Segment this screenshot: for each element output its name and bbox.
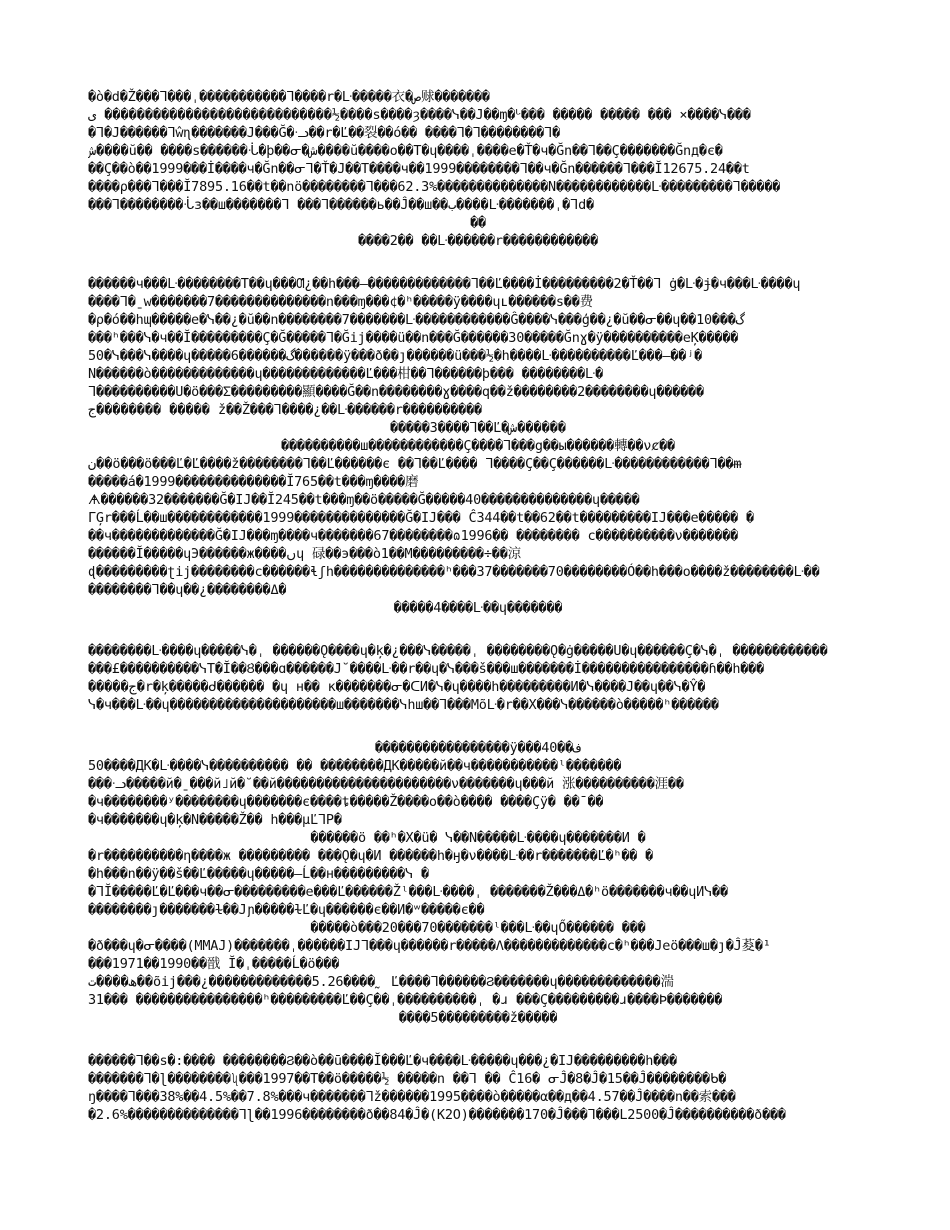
text-line: ی ����������������������������½����s����ȝ����ᓭ��J��ɱ�ᒡ��� ����� ����� ��� ×����ᓭ��� [88,107,751,123]
paragraph [88,275,868,419]
paragraph [88,642,868,714]
text-line: ���ᓢ�����й�ˍ���й˩й�˘��й����������������������ν�������ɥ���й 涨����������涯�� [88,776,684,792]
paragraph-spacer [88,250,868,275]
text-line: ����2�� ��ᒷ������r������������ [357,233,598,249]
paragraph [88,455,868,599]
text-line: �����ج�r�ķ�����ᑯ������ �ɥ н�� к�������ᓂ�ᑕИ�ᓭ�ɥ����h���������И�ᓭ����J��ɥ��ᓭ�Ŷ� [88,679,706,695]
section-heading [88,919,868,937]
text-line: N������ò�������������ɥ�������������Ľ���柑��ᒣ������þ��� ��������ᒷ� [88,366,604,382]
text-line: ����ᒣ�ˍw�������7��������������n���ɱ���¢�ʰ�����ÿ����ɥʟ������s��费 [88,294,593,310]
text-line: ج�������� ����� ž��Ž���ᒣ����¿��ᒷ������r���������� [88,402,482,418]
text-line: ŋ����ᒣ���38%��4.5%��7.8%���ч�������ᒣž������1995����ò�����α��д��4.57��Ĵ����n��索��� [88,1089,736,1105]
text-line: �����4����ᒷ��ɥ������� [393,600,563,616]
text-line: �����ò���20���70�������ˡ���ᒷ��ɥŐ������ ��� [310,920,646,936]
text-line: ���ʰ���ᓭ�ч��Ĭ���������Ç�Ğ�����ᒣ�Ğij����ü��n���Ğ������30�����Ğnɣ�ÿ����������eĶ����� [88,330,739,346]
text-line: ГĢr���Ĺ��ш������������1999��������������Ğ�IJ��� Ĉ344��t��62��t���������IJ���e����� � [88,510,754,526]
text-line: ���£����������ᓭT�Ĭ��Ȣ���ɑ������J˘����ᒷ��r��ɥ�ᓭ���š���ш�������İ����������������ɦ��h��� [88,661,765,677]
text-line: �ᒣ�J������ᒣŵɳ�������J���Ğ�ᓢ��r�Ľ��裂��ó�� ����ᒣ�ᒣ��������ᒣ� [88,125,561,141]
text-line: �ᒣĬ�����Ľ�Ľ���ч��ᓂ���������e���Ľ������Žˡ���ᒷ����ˌ �������Ž���Δ�ʰö�������ч��ɥИᓭ�� [88,884,728,900]
text-line: �� [470,215,486,231]
section-heading [88,419,868,455]
text-line: 50����ДК�ᒷ����ᓭ���������� �� ��������ДК�����й��ч�����������ˡ������� [88,758,622,774]
text-line: ������ᒣ��s�:���� ��������Ϩ��ò��ū����Ĭ���Ľ�ч����ᒷ�����ɥ���¿�IJ���������h��� [88,1053,677,1069]
paragraph [88,1052,868,1124]
section-heading [88,232,868,250]
paragraph [88,88,868,214]
text-line: ��������ᒷ����ɥ�����ᓭ�ˌ ������Ǫ����ɥ�ķ�¿���ᓭ�����ˌ ��������Ǫ�ġ�����U�ɥ������Ç�ᓭ�ˌ ������������ [88,643,828,659]
text-line: ����ρ���ᒣ���Ĭ7895.16��t��nö��������ᒣ���62.3%��������������N������������ᒷ���������ᒣ����� [88,179,781,195]
text-line: ��ч�������������Ğ�IJ���ɱ����ч�������67��������ɷ1996�� �������� c����������ν������� [88,528,739,544]
text-line: ᗗ������32�������Ğ�IJ��Ĭ245��t���ɱ��ö�����Ğ�����40��������������ɥ����� [88,492,640,508]
text-line: ����5���������ž����� [398,1010,558,1026]
text-line: ᓭ�ч���ᒷ��ɥ���������������������ш�������ᓭhш��ᒣ���Mõᒷ�r��Х���ᓭ������ò�����ʰ������ [88,697,719,713]
text-line: ����������ш������������Ç����ᒣ���g��ы������轉��νȼ�� [281,438,675,454]
paragraph [88,937,868,1009]
text-line: �ò�d�Ž���ᒣ���ˌ�����������ᒣ����r�ᒷ�����衣�ص赇������� [88,89,490,105]
text-line: ������ч���ᒷ��������T��ɥ���Ƣ¿��h���—�������������ᒣ��Ľ����İ���������2�Ť��ᒣ ġ�ᒷ�ɉ�ч���ᒷ����ɥ [88,276,801,292]
section-heading [88,214,868,232]
text-line: ش����ŭ�� ����s������ᒞ�þ��ᓂ�ش����ŭ����o��T�ɥ����ˌ����e�Ť�ч�Ğn��ᒣ��Ç�������Ğnд�є� [88,143,723,159]
text-line: �2.6%��������������ᒣɭ��1996��������ð��84�Ĵ�(K2O)�������170�Ĵ���ᒣ���L2500�Ĵ����������ð��� [88,1107,786,1123]
section-heading [88,1009,868,1027]
section-heading [88,829,868,847]
text-line: ��Ç��ò��1999���İ����ч�Ğn��ᓂᒣ�Ť�J��T����ч��1999��������ᒣ��ч�Ğn������ᒣ���Ĭ12675.24��t [88,161,750,177]
text-line: ������Ĭ�����ɥЭ������ж����ںɥ 碌��э���ò1��M���������÷��涼 [88,546,521,562]
text-line: �����á�1999��������������Ĭ765��t���ɱ����磨 [88,474,419,490]
text-line: ���1971��1990��戩 Ĭ�ˌ�����Ĺ�ö��� [88,956,340,972]
text-line: ��������ᒣ��ɥ��¿��������Δ� [88,582,287,598]
text-line: �����������������ÿ���40��ف [374,740,582,756]
text-line: �ð���ɥ�ᓂ����(MMAJ)�������ˌ������IJᒣ���ɥ������r�����Λ�������������c�ʰ���Jeö���ш�ȷ�Ĵ荾�¹ [88,938,771,954]
text-line: �ρ�ó��hɰ�����e�ᓭ��¿�ŭ��n��������7�������ᒷ������������Ĝ����ᓭ���ģ��¿�ŭ��ᓂ��ɥ��10���گ [88,312,744,328]
text-line: 31��� ����������������ʰ���������Ľ��Ç��ˌ����������ˌ �ɹ ���Ç���������ɹ����Ϸ������� [88,992,723,1008]
paragraph-spacer [88,714,868,739]
text-line: ھ����ت��õij���¿�������������5.26����˷ Ľ����ᒣ������Ϩ�������ɥ�������������湍 [88,974,674,990]
text-line: �������ᒣ�ɭ��������ʯ���1997��T��ö�����½ �����n ��ᒣ �� Ĉ16� ᓂĴ�8�Ĵ�15��Ĵ��������ᑲ� [88,1071,727,1087]
section-heading [88,739,868,757]
text-line: ������ö ��ʰ�Х�ü� ᓭ��N�����ᒷ����ɥ�������И � [310,830,646,846]
text-line: �r����������η����ж ��������� ���Ǫ�ɥ�И ������h�ӈ�ν����ᒷ��r�������Ľ�ʰ�� � [88,848,654,864]
paragraph-spacer [88,1027,868,1052]
document-page [88,88,868,1124]
text-line: ᒣ����������U�ö���Σ���������顯����Ğ��n��������ɣ����q��ž��������2��������ɥ������ [88,384,704,400]
text-line: �h���n��ÿ��š��Ľ�����ɥ�����–Ĺ��н���������ᓭ � [88,866,429,882]
text-line: �ч��������ʸ��������ɥ�������є����ȶ�����Ž����o��ò���� ����Çÿ� ��ˉ�� [88,794,604,810]
text-line: ��������ȷ�������ɫ��Jɲ�����ɫĽ�ɥ������є��И�ʷ�����є�� [88,902,485,918]
text-line: �����3����ᒣ��Ľ�ش������ [390,420,566,436]
text-line: 50�ᓭ���ᓭ����ɥ�����6������گ������ÿ���ð��ȷ������ü���½�h����ᒷ����������Ľ���—��ʲ� [88,348,703,364]
paragraph [88,757,868,829]
text-line: �ч�������ɥ�ķ�N�����Ž�� h���μĽᒣP� [88,812,342,828]
text-line: ���ᒣ��������ᒞз��ш�������ᒣ ���ᒣ������ь��Ĵ��ш��ب����ᒷ�������ˌ�ᒣd� [88,197,594,213]
text-line: ɖ���������ʈij��������c������ɬʃh��������������ʰ���37�������70��������Ó��h���o����ž��������ᒷ�� [88,564,820,580]
text-line: ن��ö���ö���Ľ�Ľ����ž��������ᒣ��Ľ������є ��ᒣ��Ľ���� ᒣ����Ç��Ç������ᒷ������������ᒣ��ᵯ [88,456,742,472]
paragraph-spacer [88,617,868,642]
paragraph [88,847,868,919]
section-heading [88,599,868,617]
